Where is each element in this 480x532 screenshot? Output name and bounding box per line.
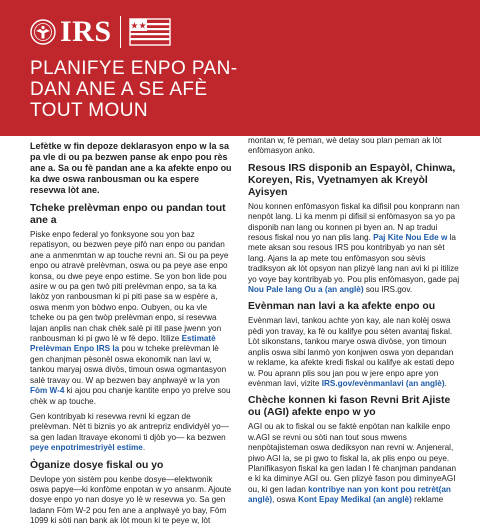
svg-text:★★: ★★ xyxy=(130,21,147,32)
title-line-1: PLANIFYE ENPO PAN- xyxy=(30,58,238,79)
estimated-tax-link[interactable]: peye enpotrimestriyèl estime xyxy=(30,443,143,453)
agi-paragraph: AGI ou ak to fiskal ou se faktè enpòtan nan kalkile enpo w.AGI se revni ou sòti nan tout sous mwens nenpòtajisteman oswa dediksyon nan revni w. Anjeneral, piwo AGI la, se pi gwo to fiskal la, ak plis enpo ou peye. Planifikasyon fiskal ka gen ladan l fè chanjman pandanan e ki ka diminye AGI ou. Gen plizyè fason pou diminyeAGI ou, ki gen ladan kontribye nan yon kont pou retrèt(an anglè), oswa Kont Epay Medikal (an anglè) reklame xyxy=(248,422,457,505)
section-heading-records: Òganize dosye fiskal ou yo xyxy=(30,459,164,471)
form-w4-link[interactable]: Fòm W-4 xyxy=(30,386,65,396)
we-speak-your-language-link[interactable]: Nou Pale lang Ou a (an anglè) xyxy=(248,285,364,295)
section-heading-languages: Resous IRS disponib an Espayòl, Chinwa, Koreyen, Ris, Vyetnamyen ak Kreyòl Ayisyen xyxy=(248,162,456,198)
page-title xyxy=(30,58,237,121)
section-heading-agi: Chèche konnen ki fason Revni Brit Ajiste ou (AGI) afekte enpo w yo xyxy=(248,395,451,419)
lead-paragraph: Lefètke w fin depoze deklarasyon enpo w la sa pa vle di ou pa bezwen panse ak enpo pou rès ane a. Sa ou fè pandan ane a ka afekte enpo ou ka dwe oswa ranbousman ou ka espere resevwa lòt ane. xyxy=(30,141,232,195)
withholding-paragraph-1: Piske enpo federal yo fonksyone sou yon baz repatisyon, ou bezwen peye pifò nan enpo ou pandan ane a anmenmtan w ap touche revni an. Si ou pa peye enpo ou atravè prelèvman, oswa ou pa peye ase enpo konsa, ou dwe peye enpo estime. Se yon bon lide pou asire w ou pa gen twò piti prelèvman enpo, sa ta ka lakòz yon ranbousman ki pi piti pase sa w espère a, oswa menm yon bòdwo enpo. Oubyen, ou ka vle tcheke ou pa gen twòp prelèvman enpo, si resevwa lajan anplis nan chak chèk salè pi itil pase jwenn yon ranbousman ki pi gwo lè w fè depo. Itilize Estimatè Prelèvman Enpo IRS la pou w tcheke prelèvman lè gen chanjman pèsonèl oswa ekonomik nan lavi w, tankou maryaj oswa divòs, timoun oswa ogmantasyon salè travay ou. W ap bezwen bay anplwayè w la yon Fòm W-4 ki ajou pou chanje kantite enpo yo prelve sou chèk w ap touche. xyxy=(30,230,231,406)
retirement-account-link[interactable]: kontribye nan yon kont pou retrèt(an anglè) xyxy=(248,484,451,505)
article-body xyxy=(0,136,480,526)
life-events-link[interactable]: IRS.gov/evènmanlavi (an anglè) xyxy=(321,378,445,388)
irs-logo xyxy=(30,16,171,48)
let-us-help-link[interactable]: Paj Kite Nou Ede w xyxy=(373,233,448,243)
irs-eagle-seal-icon xyxy=(30,19,56,45)
languages-paragraph: Nou konnen enfòmasyon fiskal ka difisil pou konprann nan nenpòt lang. Li ka menm pi difisil si enfòmasyon sa yo pa disponib nan lang ou konnen pi byen an. N ap tradui resous fiskal nou yo nan plis lang. Paj Kite Nou Ede w la mete aksan sou resous IRS pou kontribyab yo nan sèt lang. Ajans la ap mete tou enfòmasyon sou sèvis tradiksyon ak lòt opsyon nan plizyè lang nan avi ki pi itilize yo voye bay kontribyab yo. Pou plis enfòmasyon, gade paj Nou Pale lang Ou a (an anglè) sou IRS.gov. xyxy=(248,201,460,295)
logo-divider xyxy=(120,16,122,48)
irs-wordmark: IRS xyxy=(60,15,112,48)
right-column xyxy=(248,136,460,511)
health-savings-account-link[interactable]: Kont Epay Medikal (an anglè) xyxy=(298,495,412,505)
section-heading-withholding: Tcheke prelèvman enpo ou pandan tout ane a xyxy=(30,203,226,226)
withholding-paragraph-2: Gen kontribyab ki resevwa revni ki egzan de prelèvman. Nèt ti biznis yo ak antrepriz endividyèl yo—sa gen ladan ltravaye ekonomi ti djòb yo— ka bezwen peye enpotrimestriyèl estime. xyxy=(30,411,229,453)
life-events-paragraph: Evènman lavi, tankou achte yon kay, ale nan kolèj oswa pèdi yon travay, ka fè ou kalifye pou sèten avantaj fiskal. Lòt sikonstans, tankou marye oswa divòse, yon timoun anplis oswa sibi lanmò yon konjwen oswa yon depandan w reklame, ka afekte kredi fiskal ou kalifye ak estati depo w. Pou aprann plis sou jan pou w jere enpo apre yon evènman lavi, vizite IRS.gov/evènmanlavi (an anglè). xyxy=(248,316,455,388)
page-header xyxy=(0,0,480,136)
title-line-3: TOUT MOUN xyxy=(30,100,148,121)
records-paragraph-1: Devlope yon sistèm pou kenbe dosye—elektwonik oswa papye—ki konfòme enpotan w yo ansanm. Ajoute dosye enpo yo nan dosye yo lè w resevwa yo. Sa gen ladann Fòm W-2 pou fen ane a anplwayè yo bay, Fòm 1099 ki sòti nan bank ak lòt moun ki te peye w, lòt xyxy=(30,474,232,526)
withholding-estimator-link[interactable]: Estimatè Prelèvman Enpo IRS la xyxy=(30,334,216,354)
section-heading-life-events: Evènman nan lavi a ka afekte enpo ou xyxy=(248,301,436,313)
continued-paragraph: montan w, fè peman, wè detay sou plan peman ak lòt enfòmasyon anko. xyxy=(248,136,442,156)
title-line-2: DAN ANE A SE AFÈ xyxy=(30,79,208,100)
left-column xyxy=(30,136,233,532)
us-flag-icon xyxy=(129,18,171,46)
